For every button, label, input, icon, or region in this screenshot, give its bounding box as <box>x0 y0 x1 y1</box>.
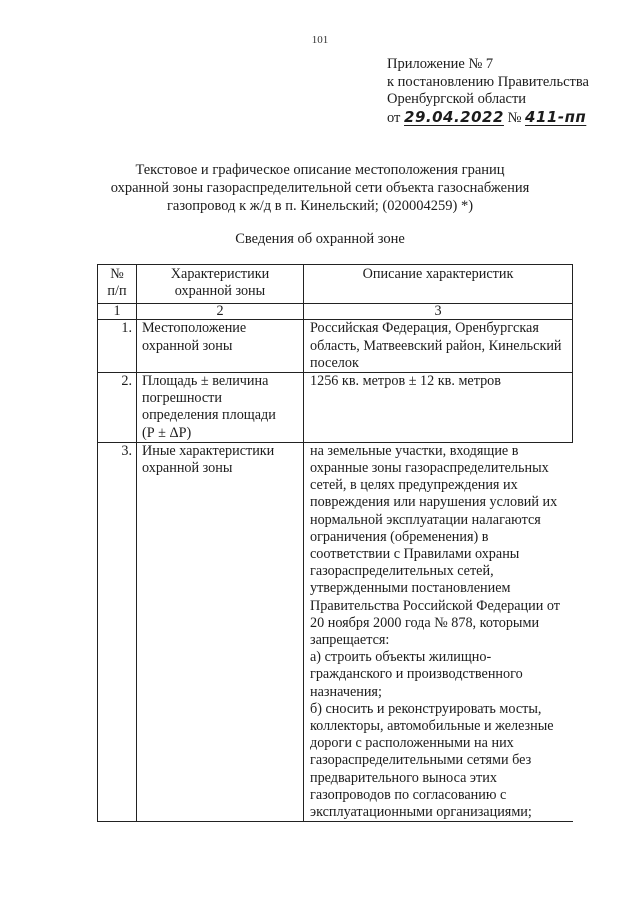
row-characteristic-line: охранной зоны <box>142 337 233 354</box>
row-description-line: нормальной эксплуатации налагаются <box>310 511 541 528</box>
table-row <box>98 442 573 821</box>
row-characteristic-line: Иные характеристики <box>142 442 275 459</box>
section-title: Сведения об охранной зоне <box>235 231 405 247</box>
row-description-line: предварительного выноса этих <box>310 769 497 786</box>
row-characteristic-line: погрешности <box>142 390 222 407</box>
title-line-3: газопровод к ж/д в п. Кинельский; (020004259) *) <box>166 198 474 214</box>
page-number: 101 <box>311 34 329 46</box>
row-number: 1. <box>98 320 137 373</box>
row-description-line: поселок <box>310 354 359 371</box>
row-characteristic-line: Площадь ± величина <box>142 373 269 390</box>
row-description-line: область, Матвеевский район, Кинельский <box>310 337 562 354</box>
row-description-line: газораспределительными сетями без <box>310 752 532 769</box>
row-number: 2. <box>98 373 137 443</box>
row-description-line: повреждения или нарушения условий их <box>310 494 558 511</box>
row-characteristic <box>137 320 304 373</box>
header-characteristic-line-2: охранной зоны <box>174 283 266 300</box>
row-description-line: газораспределительных сетей, <box>310 563 494 580</box>
header-number-cell <box>98 265 137 304</box>
row-description-line: коллекторы, автомобильные и железные <box>310 718 554 735</box>
row-description-line: б) сносить и реконструировать мосты, <box>310 700 542 717</box>
table-header-row <box>98 265 573 304</box>
row-characteristic-line: охранной зоны <box>142 460 233 477</box>
row-description-line: ограничения (обременения) в <box>310 528 489 545</box>
row-description-line: назначения; <box>310 683 382 700</box>
appendix-block <box>387 56 589 127</box>
number-sign: № <box>507 109 522 126</box>
date-prefix: от <box>387 109 401 126</box>
row-description-line: Правительства Российской Федерации от <box>310 597 560 614</box>
row-description-line: охранные зоны газораспределительных <box>310 460 549 477</box>
row-description <box>304 442 573 821</box>
row-description-line: газопроводов по согласованию с <box>310 786 507 803</box>
row-characteristic-line: Местоположение <box>142 320 247 337</box>
header-characteristic-line-1: Характеристики <box>170 266 270 282</box>
row-description-line: соответствии с Правилами охраны <box>310 546 520 563</box>
row-description-line: дороги с расположенными на них <box>310 735 514 752</box>
column-number-2: 2 <box>137 304 304 320</box>
title-line-2: охранной зоны газораспределительной сети объекта газоснабжения <box>110 180 530 196</box>
row-description-line: сетей, в целях предупреждения их <box>310 477 518 494</box>
appendix-date-line <box>387 109 589 128</box>
row-description-line: запрещается: <box>310 632 390 649</box>
row-description-line: утвержденными постановлением <box>310 580 511 597</box>
row-number: 3. <box>98 442 137 821</box>
table-row <box>98 320 573 373</box>
protection-zone-table <box>97 264 573 822</box>
table-column-number-row <box>98 304 573 320</box>
row-characteristic-line: определения площади <box>142 407 276 424</box>
header-number-line-1: № <box>110 266 124 282</box>
title-line-1: Текстовое и графическое описание местоположения границ <box>135 162 505 178</box>
document-title <box>0 161 640 215</box>
row-description-line: Российская Федерация, Оренбургская <box>310 320 539 337</box>
row-characteristic <box>137 442 304 821</box>
header-description-cell: Описание характеристик <box>304 265 573 304</box>
row-description-line: 1256 кв. метров ± 12 кв. метров <box>310 373 501 390</box>
handwritten-date: 29.04.2022 <box>404 107 504 126</box>
handwritten-number: 411-пп <box>525 107 587 126</box>
column-number-3: 3 <box>304 304 573 320</box>
row-characteristic <box>137 373 304 443</box>
row-description <box>304 320 573 373</box>
row-description-line: а) строить объекты жилищно- <box>310 649 492 666</box>
row-description <box>304 373 573 443</box>
header-characteristic-cell <box>137 265 304 304</box>
header-number-line-2: п/п <box>107 283 127 300</box>
appendix-line-1: Приложение № 7 <box>387 56 494 72</box>
row-characteristic-line: (Р ± ΔР) <box>142 424 192 441</box>
appendix-line-2: к постановлению Правительства <box>387 73 589 90</box>
table-row <box>98 373 573 443</box>
column-number-1: 1 <box>98 304 137 320</box>
row-description-line: 20 ноября 2000 года № 878, которыми <box>310 614 540 631</box>
appendix-line-3: Оренбургской области <box>387 91 527 107</box>
row-description-line: гражданского и производственного <box>310 666 523 683</box>
row-description-line: эксплуатационными организациями; <box>310 804 532 821</box>
row-description-line: на земельные участки, входящие в <box>310 442 519 459</box>
